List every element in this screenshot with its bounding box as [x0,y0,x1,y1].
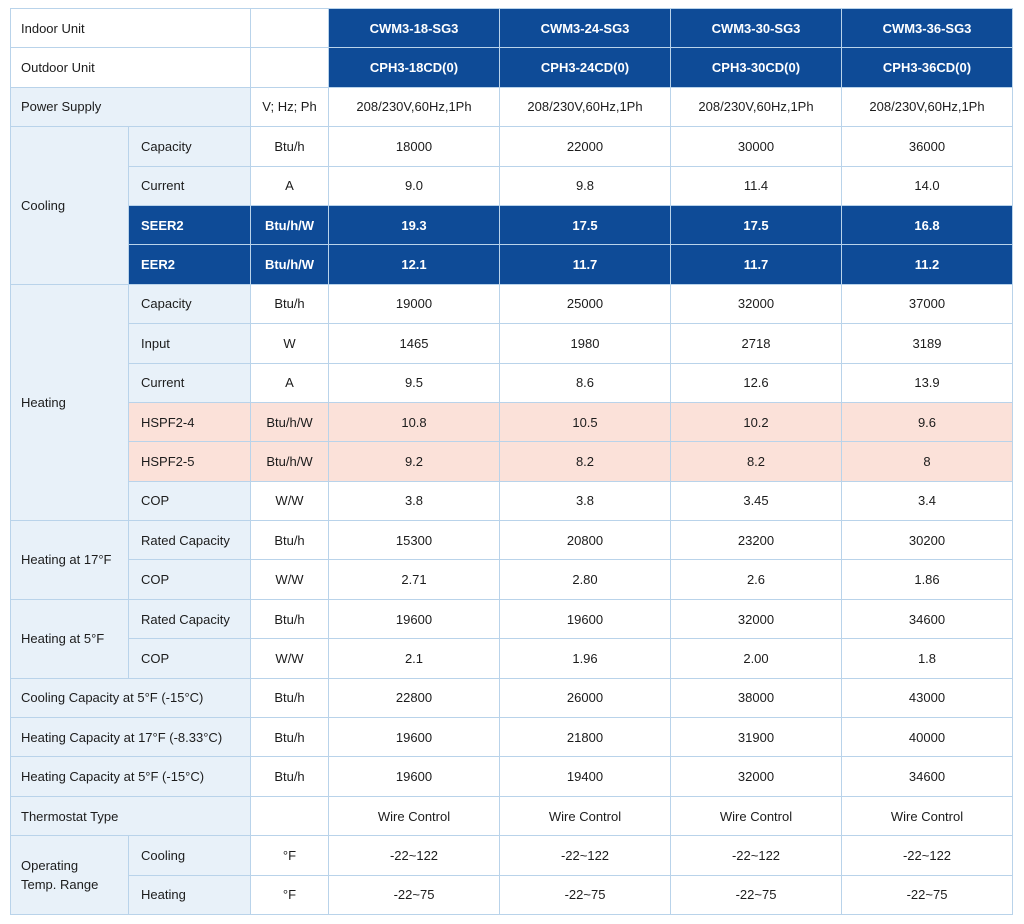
row-label: Current [129,363,251,402]
value-cell: 30200 [842,521,1013,560]
row-label: COP [129,560,251,599]
value-cell: 31900 [671,718,842,757]
empty-unit-cell [251,48,329,87]
value-cell: 208/230V,60Hz,1Ph [671,87,842,126]
heating-input-row [11,324,1013,363]
heating17-capacity-row [11,521,1013,560]
value-cell: -22~75 [671,875,842,914]
seer2-row [11,205,1013,244]
unit-cell: Btu/h [251,678,329,717]
value-cell: -22~122 [842,836,1013,875]
unit-cell: Btu/h [251,521,329,560]
cooling-capacity-5f-row [11,678,1013,717]
row-label: Cooling [129,836,251,875]
value-cell: 19400 [500,757,671,796]
value-cell: 43000 [842,678,1013,717]
cooling-group-label: Cooling [11,127,129,285]
value-cell: 3189 [842,324,1013,363]
unit-cell: Btu/h [251,718,329,757]
value-cell: 1.96 [500,639,671,678]
indoor-unit-label: Indoor Unit [11,9,251,48]
value-cell: 11.7 [671,245,842,284]
value-cell: 3.8 [500,481,671,520]
value-cell: 16.8 [842,205,1013,244]
unit-cell: Btu/h [251,127,329,166]
value-cell: 22800 [329,678,500,717]
row-label: Capacity [129,127,251,166]
hspf2-4-row [11,402,1013,441]
outdoor-model: CPH3-36CD(0) [842,48,1013,87]
value-cell: 208/230V,60Hz,1Ph [329,87,500,126]
value-cell: -22~75 [500,875,671,914]
power-supply-label: Power Supply [11,87,251,126]
value-cell: 18000 [329,127,500,166]
heating-current-row [11,363,1013,402]
heating-capacity-17f-row [11,718,1013,757]
value-cell: 9.5 [329,363,500,402]
value-cell: 9.2 [329,442,500,481]
value-cell: 12.1 [329,245,500,284]
hspf2-5-row [11,442,1013,481]
unit-cell: W/W [251,481,329,520]
value-cell: 11.4 [671,166,842,205]
value-cell: 1.86 [842,560,1013,599]
operating-label-line1: Operating [21,858,79,874]
cooling-current-row [11,166,1013,205]
row-label: Heating Capacity at 17°F (-8.33°C) [11,718,251,757]
operating-range-group-label [11,836,129,915]
row-label: HSPF2-5 [129,442,251,481]
value-cell: 19600 [329,599,500,638]
row-label: Heating Capacity at 5°F (-15°C) [11,757,251,796]
heating17-group-label: Heating at 17°F [11,521,129,600]
value-cell: 26000 [500,678,671,717]
unit-cell: A [251,166,329,205]
value-cell: 20800 [500,521,671,560]
value-cell: 8.2 [500,442,671,481]
value-cell: 11.7 [500,245,671,284]
value-cell: 9.6 [842,402,1013,441]
thermostat-label: Thermostat Type [11,796,251,835]
unit-cell: Btu/h/W [251,205,329,244]
value-cell: 17.5 [500,205,671,244]
value-cell: 22000 [500,127,671,166]
outdoor-model: CPH3-24CD(0) [500,48,671,87]
value-cell: 1.8 [842,639,1013,678]
value-cell: 12.6 [671,363,842,402]
value-cell: 19600 [329,718,500,757]
indoor-model: CWM3-36-SG3 [842,9,1013,48]
value-cell: 9.8 [500,166,671,205]
value-cell: 32000 [671,757,842,796]
operating-cooling-row [11,836,1013,875]
value-cell: 1980 [500,324,671,363]
value-cell: 8.6 [500,363,671,402]
value-cell: 208/230V,60Hz,1Ph [500,87,671,126]
value-cell: -22~75 [842,875,1013,914]
unit-cell: Btu/h [251,757,329,796]
value-cell: 2.6 [671,560,842,599]
heating5-cop-row [11,639,1013,678]
value-cell: 3.45 [671,481,842,520]
value-cell: 9.0 [329,166,500,205]
value-cell: 30000 [671,127,842,166]
value-cell: 208/230V,60Hz,1Ph [842,87,1013,126]
spec-table-container [10,8,1013,915]
value-cell: 25000 [500,284,671,323]
unit-cell: W/W [251,639,329,678]
row-label: EER2 [129,245,251,284]
unit-cell: Btu/h/W [251,245,329,284]
value-cell: 14.0 [842,166,1013,205]
value-cell: 2.71 [329,560,500,599]
unit-cell [251,796,329,835]
value-cell: 34600 [842,599,1013,638]
value-cell: 19600 [329,757,500,796]
value-cell: 2718 [671,324,842,363]
indoor-model: CWM3-30-SG3 [671,9,842,48]
indoor-model: CWM3-24-SG3 [500,9,671,48]
cooling-capacity-row [11,127,1013,166]
value-cell: 3.8 [329,481,500,520]
row-label: SEER2 [129,205,251,244]
outdoor-unit-label: Outdoor Unit [11,48,251,87]
value-cell: 19.3 [329,205,500,244]
heating17-cop-row [11,560,1013,599]
unit-cell: W [251,324,329,363]
row-label: Rated Capacity [129,521,251,560]
value-cell: -22~122 [500,836,671,875]
value-cell: 2.00 [671,639,842,678]
value-cell: 8 [842,442,1013,481]
unit-cell: °F [251,875,329,914]
indoor-unit-row [11,9,1013,48]
thermostat-row [11,796,1013,835]
value-cell: 34600 [842,757,1013,796]
outdoor-unit-row [11,48,1013,87]
empty-unit-cell [251,9,329,48]
value-cell: 37000 [842,284,1013,323]
value-cell: 36000 [842,127,1013,166]
value-cell: 2.1 [329,639,500,678]
heating5-capacity-row [11,599,1013,638]
value-cell: 19600 [500,599,671,638]
row-label: Input [129,324,251,363]
value-cell: 3.4 [842,481,1013,520]
power-supply-row [11,87,1013,126]
value-cell: 1465 [329,324,500,363]
outdoor-model: CPH3-18CD(0) [329,48,500,87]
row-label: Current [129,166,251,205]
value-cell: Wire Control [842,796,1013,835]
value-cell: 2.80 [500,560,671,599]
outdoor-model: CPH3-30CD(0) [671,48,842,87]
unit-cell: Btu/h/W [251,442,329,481]
unit-cell: W/W [251,560,329,599]
row-label: Cooling Capacity at 5°F (-15°C) [11,678,251,717]
value-cell: 15300 [329,521,500,560]
value-cell: 21800 [500,718,671,757]
unit-cell: Btu/h [251,284,329,323]
value-cell: 40000 [842,718,1013,757]
row-label: COP [129,481,251,520]
value-cell: 23200 [671,521,842,560]
value-cell: 13.9 [842,363,1013,402]
heating5-group-label: Heating at 5°F [11,599,129,678]
heating-cop-row [11,481,1013,520]
unit-cell: A [251,363,329,402]
value-cell: Wire Control [500,796,671,835]
unit-cell: °F [251,836,329,875]
value-cell: -22~122 [329,836,500,875]
value-cell: 32000 [671,284,842,323]
heating-group-label: Heating [11,284,129,520]
value-cell: Wire Control [671,796,842,835]
row-label: Heating [129,875,251,914]
value-cell: -22~122 [671,836,842,875]
value-cell: Wire Control [329,796,500,835]
value-cell: 10.8 [329,402,500,441]
heating-capacity-row [11,284,1013,323]
row-label: COP [129,639,251,678]
value-cell: 19000 [329,284,500,323]
operating-label-line2: Temp. Range [21,877,99,893]
value-cell: 10.2 [671,402,842,441]
row-label: HSPF2-4 [129,402,251,441]
unit-cell: Btu/h [251,599,329,638]
value-cell: -22~75 [329,875,500,914]
value-cell: 8.2 [671,442,842,481]
operating-heating-row [11,875,1013,914]
value-cell: 38000 [671,678,842,717]
row-label: Capacity [129,284,251,323]
eer2-row [11,245,1013,284]
unit-cell: V; Hz; Ph [251,87,329,126]
value-cell: 17.5 [671,205,842,244]
indoor-model: CWM3-18-SG3 [329,9,500,48]
unit-cell: Btu/h/W [251,402,329,441]
row-label: Rated Capacity [129,599,251,638]
value-cell: 11.2 [842,245,1013,284]
value-cell: 32000 [671,599,842,638]
heating-capacity-5f-row [11,757,1013,796]
value-cell: 10.5 [500,402,671,441]
spec-table [10,8,1013,915]
